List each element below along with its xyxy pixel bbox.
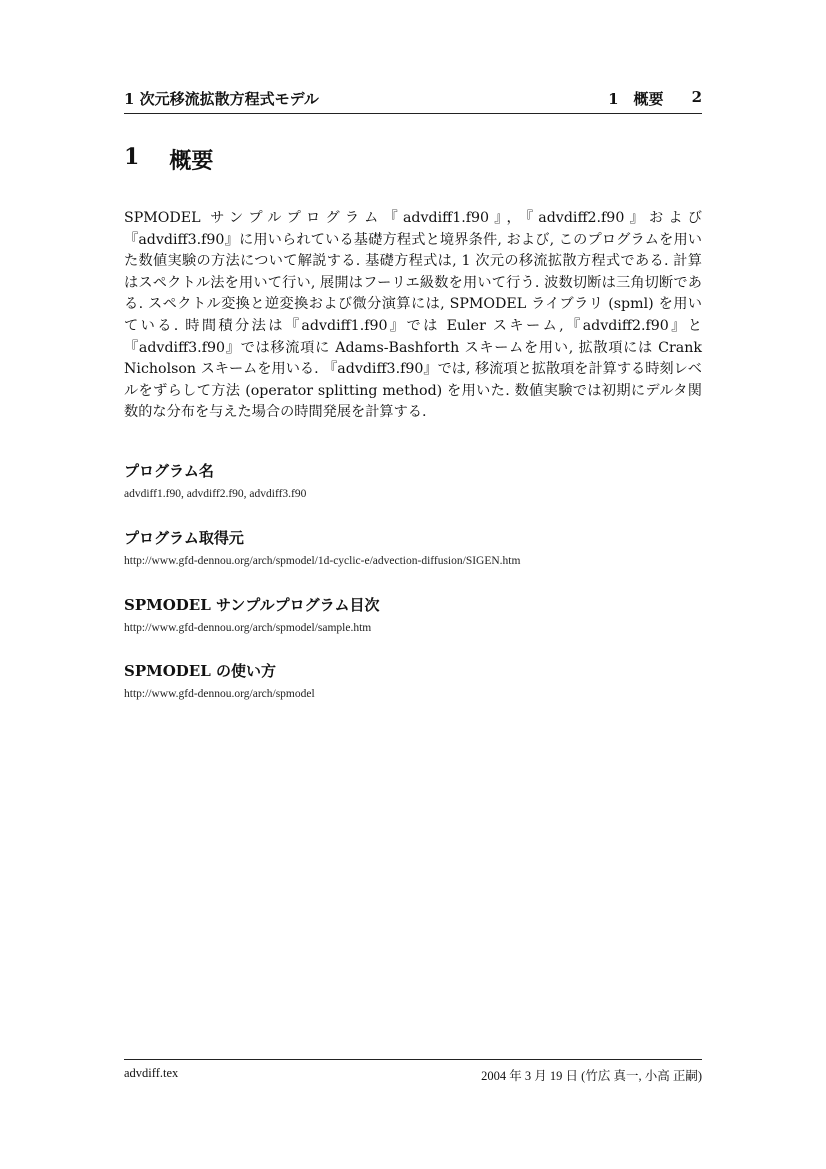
usage-link[interactable]: http://www.gfd-dennou.org/arch/spmodel xyxy=(124,688,315,700)
footer-date-authors: 2004 年 3 月 19 日 (竹広 真一, 小高 正嗣) xyxy=(481,1069,702,1083)
header-title: 1 次元移流拡散方程式モデル xyxy=(124,90,319,108)
section-title: 概要 xyxy=(169,148,214,174)
source-link[interactable]: http://www.gfd-dennou.org/arch/spmodel/1d-cyclic-e/advection-diffusion/SIGEN.htm xyxy=(124,555,521,567)
subsection-heading: プログラム取得元 xyxy=(124,529,244,547)
subsection-program-source xyxy=(124,527,702,567)
body-paragraph: SPMODEL サンプルプログラム『advdiff1.f90』，『advdiff2.f90』および『advdiff3.f90』に用いられている基礎方程式と境界条件, および, このプログラムを用いた数値実験の方法について解説する. 基礎方程式は, 1 次元の移流拡散方程式である. 計算はスペクトル法を用いて行い, 展開はフーリエ級数を用いて行う. 波数切断は三角切断である. スペクトル変換と逆変換および微分演算には, SPMODEL ライブラリ (spml) を用いている. 時間積分法は『advdiff1.f90』では Euler スキーム,『advdiff2.f90』と『advdiff3.f90』では移流項に Adams-Bashforth スキームを用い, 拡散項には Crank Nicholson スキームを用いる. 『advdiff3.f90』では, 移流項と拡散項を計算する時刻レベルをずらして方法 (operator splitting method) を用いた. 数値実験では初期にデルタ関数的な分布を与えた場合の時間発展を計算する. xyxy=(124,210,702,421)
header-right xyxy=(608,88,702,109)
subsection-heading: プログラム名 xyxy=(124,462,214,480)
subsection-heading: SPMODEL の使い方 xyxy=(124,662,276,680)
subsection-program-name xyxy=(124,460,702,500)
subsection-usage xyxy=(124,660,702,700)
section-number: 1 xyxy=(124,144,140,170)
subsection-sample-index xyxy=(124,594,702,634)
page-number: 2 xyxy=(691,88,702,106)
subsection-value: advdiff1.f90, advdiff2.f90, advdiff3.f90 xyxy=(124,488,307,500)
running-footer xyxy=(124,1059,702,1084)
running-header xyxy=(124,88,702,114)
section-heading xyxy=(124,144,213,175)
subsection-heading: SPMODEL サンプルプログラム目次 xyxy=(124,596,380,614)
header-section: 1 概要 xyxy=(608,90,664,108)
footer-filename: advdiff.tex xyxy=(124,1066,179,1080)
sample-index-link[interactable]: http://www.gfd-dennou.org/arch/spmodel/sample.htm xyxy=(124,622,372,634)
